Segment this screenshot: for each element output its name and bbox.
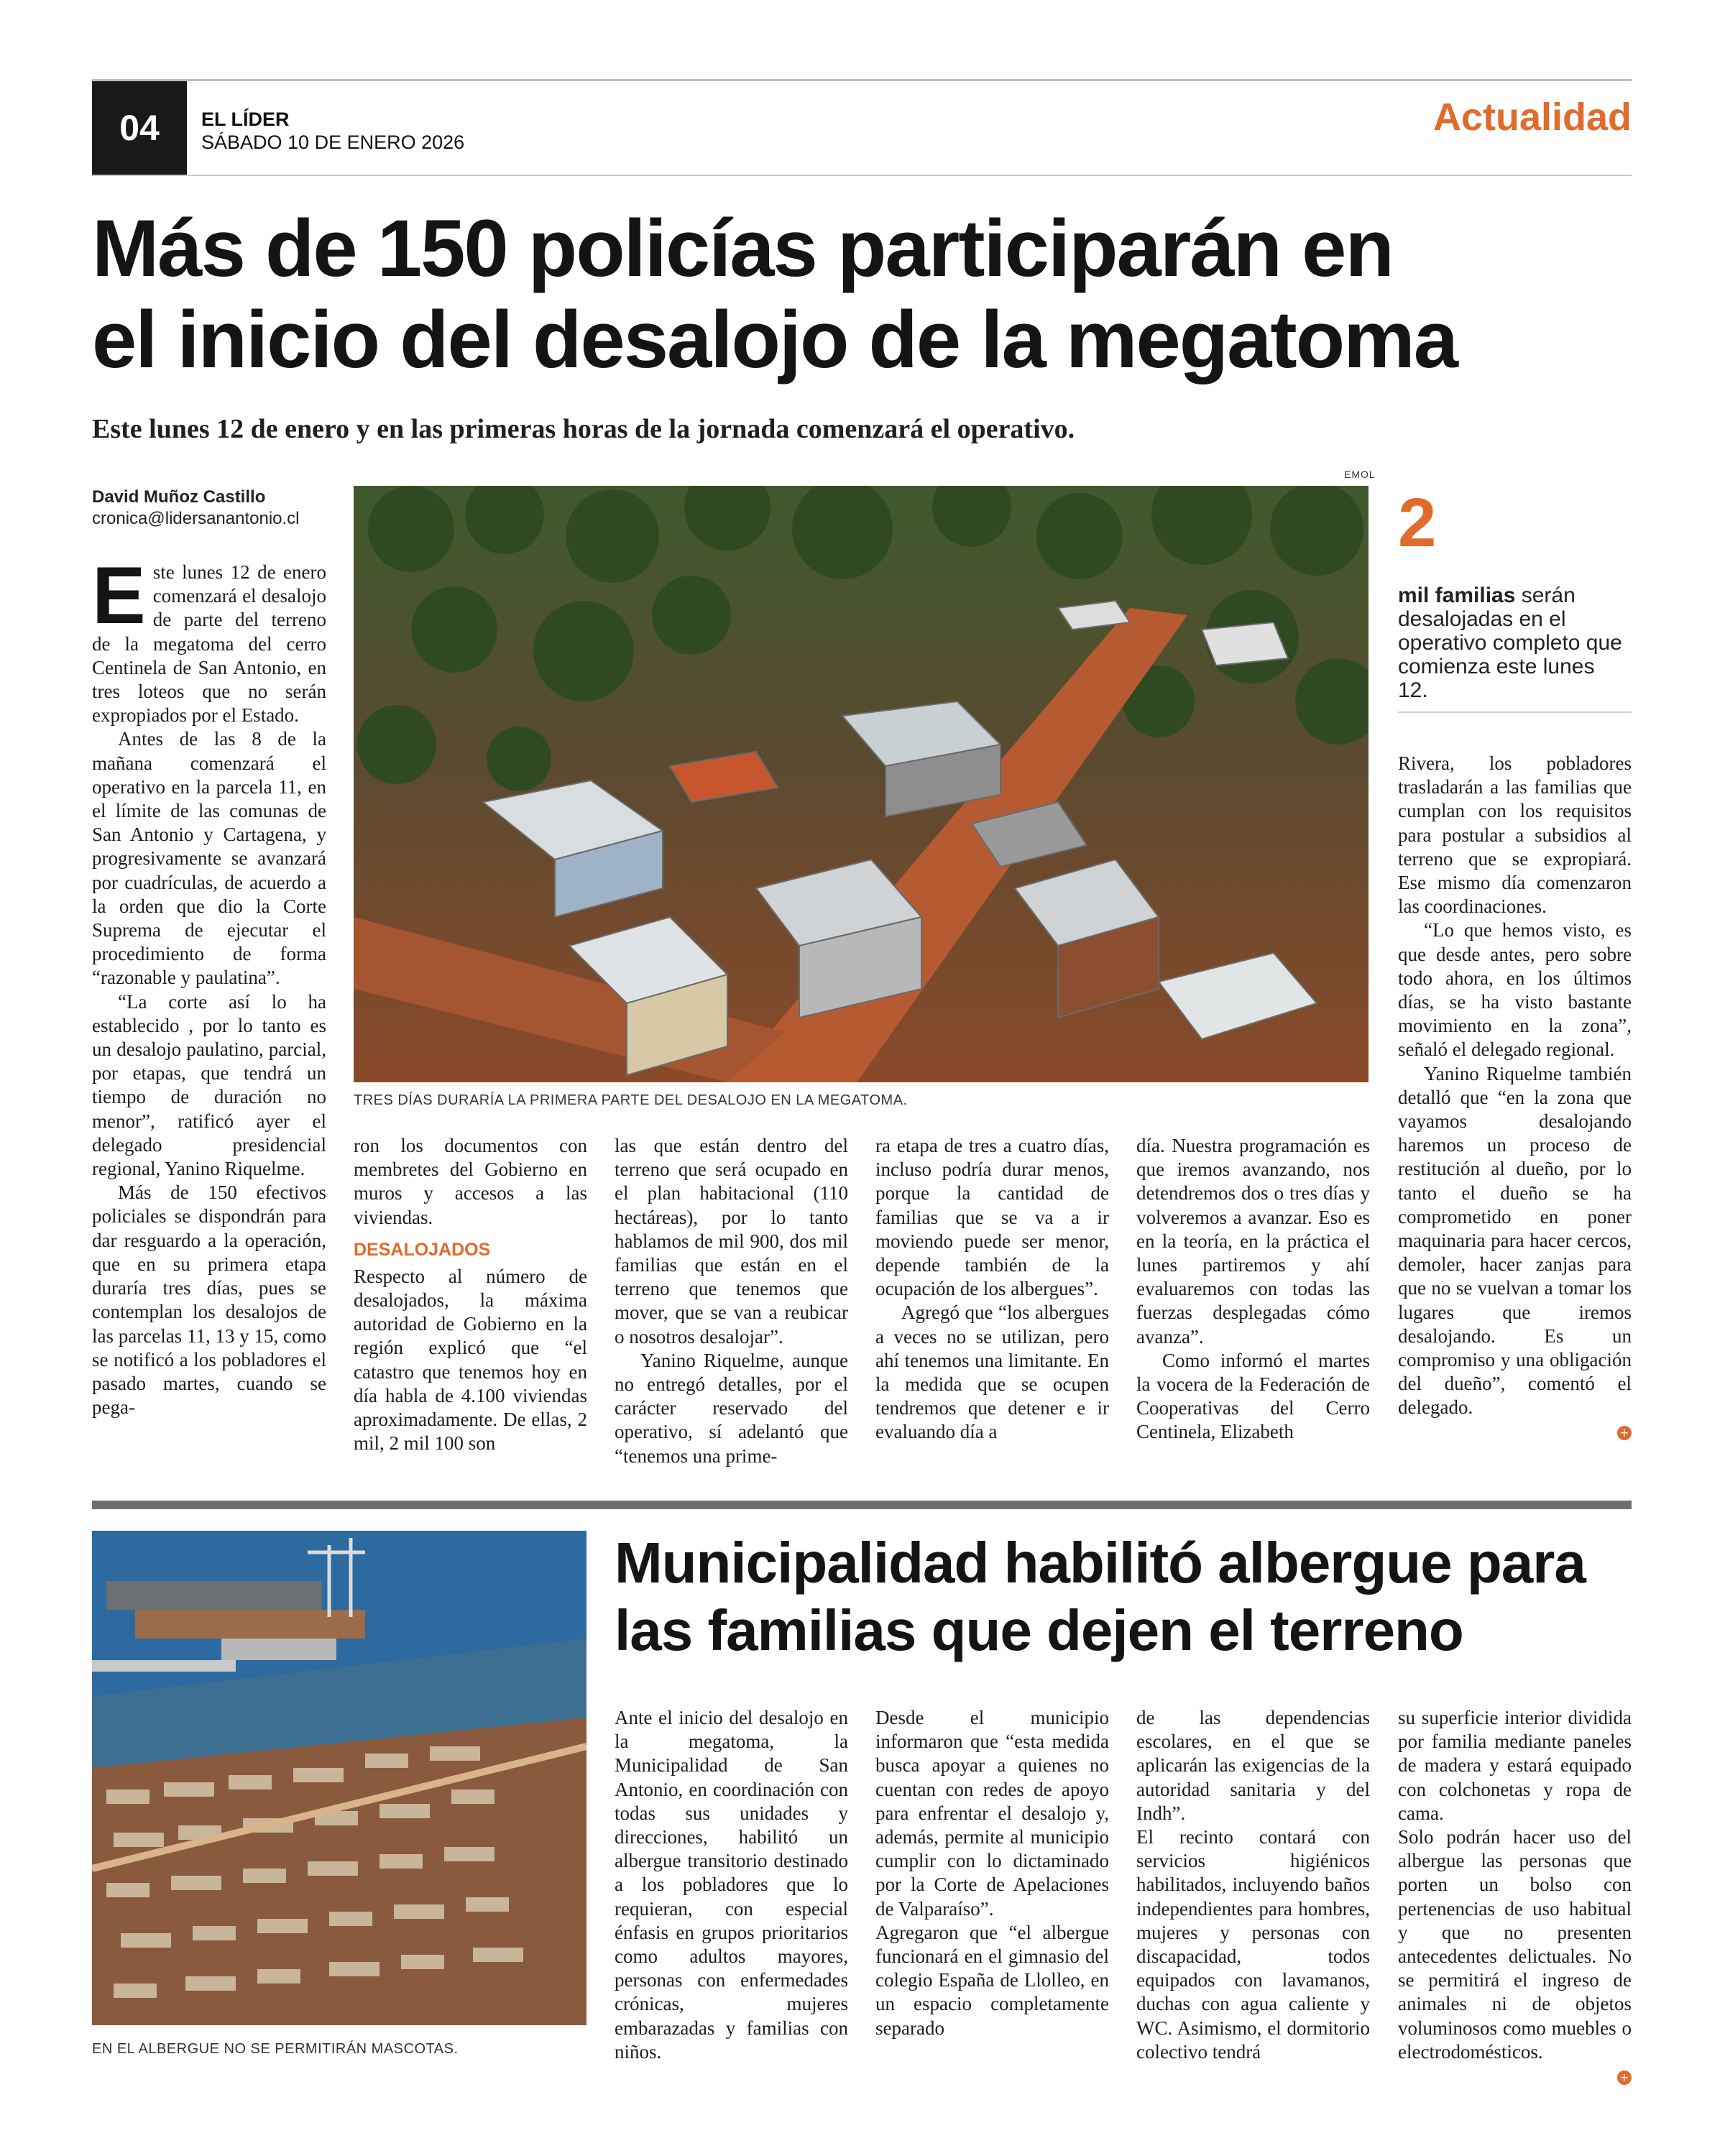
article1-col4-p1: ra etapa de tres a cuatro días, incluso podría durar menos, porque la cantidad de familias que se va a ir moviendo puede ser menor, depende también de la ocupación de los albergues”. <box>875 1135 1109 1300</box>
article2-col3-p2: El recinto contará con servicios higiénicos habilitados, incluyendo baños independientes para hombres, mujeres y personas con discapacidad, todos equipados con lavamanos, duchas con agua caliente y WC. Asimismo, el dormitorio colectivo tendrá <box>1136 1826 1370 2063</box>
article1-column-1 <box>92 550 326 1419</box>
author-email: cronica@lidersanantonio.cl <box>92 509 300 528</box>
article1-col4-p2: Agregó que “los albergues a veces no se utilizan, pero ahí tenemos una limitante. En la medida que se ocupen tendremos que detener e ir evaluando día a <box>875 1302 1109 1443</box>
albergue-photo-caption: EN EL ALBERGUE NO SE PERMITIRÁN MASCOTAS. <box>92 2041 459 2057</box>
article1-column-4 <box>875 1134 1109 1445</box>
article1-col1-p2: Antes de las 8 de la mañana comenzará el operativo en la parcela 11, en el límite de las comunas de San Antonio y Cartagena, y progresivamente se avanzará por cuadrículas, de acuerdo a la orden que dio la Corte Suprema de ejecutar el procedimiento de forma “razonable y paulatina”. <box>92 728 326 989</box>
factbox <box>1398 584 1628 702</box>
article1-column-2 <box>354 1134 587 1455</box>
article1-col3-p2: Yanino Riquelme, aunque no entregó detalles, por el carácter reservado del operativo, sí adelantó que “tenemos una prime- <box>615 1349 848 1467</box>
article1-column-5 <box>1136 1134 1370 1445</box>
article2-col3-p1: de las dependencias escolares, en el que se aplicarán las exigencias de la autoridad sanitaria y del Indh”. <box>1136 1707 1370 1824</box>
article2-column-1 <box>615 1706 848 2064</box>
masthead <box>201 108 464 154</box>
secondary-headline-line-1: Municipalidad habilitó albergue para <box>615 1531 1586 1595</box>
article1-col6-p3: Yanino Riquelme también detalló que “en la zona que vayamos desalojando haremos un proceso de restitución al dueño, por lo tanto el dueño se ha comprometido en poner maquinaria para hacer cercos, demoler, hacer zanjas para que no se vuelvan a tomar los lugares que iremos desalojando. Es un compromiso y una obligación del dueño”, comentó el delegado. <box>1398 1062 1632 1419</box>
top-rule <box>92 79 1632 81</box>
main-headline-line-1: Más de 150 policías participarán en <box>92 203 1393 293</box>
article1-col5-p1: día. Nuestra programación es que iremos avanzando, nos detendremos dos o tres días y volveremos a avanzar. Eso es en la teoría, en la práctica el lunes partiremos y ahí evaluaremos con todas las fuerzas desplegadas cómo avanza”. <box>1136 1135 1370 1348</box>
article2-col4-p1: su superficie interior dividida por familia mediante paneles de madera y estará equipado con colchonetas y ropa de cama. <box>1398 1707 1632 1824</box>
article1-column-3 <box>615 1134 848 1468</box>
factbox-text: serán desalojadas en el operativo completo que comienza este lunes 12. <box>1398 584 1622 702</box>
article2-column-2 <box>875 1706 1109 2040</box>
publication-name: EL LÍDER <box>201 109 290 130</box>
photo-credit: EMOL <box>1344 469 1376 480</box>
article1-col6-p1: Rivera, los pobladores trasladarán a las familias que cumplan con los requisitos para postular a subsidios al terreno que se expropiará. Ese mismo día comenzaron las coordinaciones. <box>1398 752 1632 918</box>
article1-col1-p1: ste lunes 12 de enero comenzará el desalojo de parte del terreno de la megatoma del cerro Centinela de San Antonio, en tres loteos que no serán expropiados por el Estado. <box>92 561 326 727</box>
article2-col1: Ante el inicio del desalojo en la megatoma, la Municipalidad de San Antonio, en coordinación con todas sus unidades y direcciones, habilitó un albergue transitorio destinado a los pobladores que lo requieran, con especial énfasis en grupos prioritarios como adultos mayores, personas con enfermedades crónicas, mujeres embarazadas y familias con niños. <box>615 1707 848 2063</box>
page-number: 04 <box>92 81 187 175</box>
article2-col2-p2: Agregaron que “el albergue funcionará en el gimnasio del colegio España de Llolleo, en un espacio completamente separado <box>875 1921 1109 2039</box>
article2-col2-p1: Desde el municipio informaron que “esta medida busca apoyar a quienes no cuentan con redes de apoyo para enfrentar el desalojo y, además, permite al municipio cumplir con lo dictaminado por la Corte de Apelaciones de Valparaíso”. <box>875 1707 1109 1920</box>
article1-col2-p2: Respecto al número de desalojados, la máxima autoridad de Gobierno en la región explicó que “el catastro que tenemos hoy en día habla de 4.100 viviendas aproximadamente. De ellas, 2 mil, 2 mil 100 son <box>354 1265 587 1455</box>
article2-column-4 <box>1398 1706 1632 2088</box>
section-divider <box>92 1501 1632 1509</box>
end-of-article-icon-2: + <box>1617 2070 1632 2085</box>
factbox-number: 2 <box>1398 484 1437 561</box>
article1-col5-p2: Como informó el martes la vocera de la Federación de Cooperativas del Cerro Centinela, Elizabeth <box>1136 1349 1370 1443</box>
main-photo-megatoma <box>354 486 1368 1082</box>
author-name: David Muñoz Castillo <box>92 487 266 507</box>
article1-column-6 <box>1398 752 1632 1444</box>
article1-col2-p1: ron los documentos con membretes del Gobierno en muros y accesos a las viviendas. <box>354 1135 587 1228</box>
port-city-image <box>92 1531 586 2025</box>
article2-column-3 <box>1136 1706 1370 2064</box>
article1-col6-p2: “Lo que hemos visto, es que desde antes, pero sobre todo ahora, en los últimos días, se ha visto bastante movimiento en la zona”, señaló el delegado regional. <box>1398 919 1632 1061</box>
article1-col1-p3: “La corte así lo ha establecido , por lo tanto es un desalojo paulatino, parcial, por etapas, que tendrá un tiempo de duración no menor”, ratificó ayer el delegado presidencial regional, Yanino Riquelme. <box>92 990 326 1180</box>
article-dek: Este lunes 12 de enero y en las primeras horas de la jornada comenzará el operativo. <box>92 414 1075 444</box>
factbox-rule <box>1398 711 1632 713</box>
secondary-headline-line-2: las familias que dejen el terreno <box>615 1598 1463 1662</box>
publication-date: SÁBADO 10 DE ENERO 2026 <box>201 132 465 153</box>
byline <box>92 487 300 530</box>
main-headline <box>92 203 1632 385</box>
aerial-settlement-image <box>354 486 1368 1082</box>
factbox-bold: mil familias <box>1398 584 1516 607</box>
article1-col1-p4: Más de 150 efectivos policiales se dispondrán para dar resguardo a la operación, que en su primera etapa duraría tres días, pues se contemplan los desalojos de las parcelas 11, 13 y 15, como se notificó a los pobladores el pasado martes, cuando se pega- <box>92 1181 326 1419</box>
main-photo-caption: TRES DÍAS DURARÍA LA PRIMERA PARTE DEL DESALOJO EN LA MEGATOMA. <box>354 1092 908 1108</box>
section-label: Actualidad <box>1432 96 1632 139</box>
dropcap: E <box>92 550 146 640</box>
end-of-article-icon: + <box>1617 1426 1632 1440</box>
secondary-headline <box>615 1529 1628 1664</box>
article2-col4-p2: Solo podrán hacer uso del albergue las personas que porten un bolso con pertenencias de uso habitual y que no presenten antecedentes delictuales. No se permitirá el ingreso de animales ni de objetos voluminosos como muebles o electrodomésticos. <box>1398 1826 1632 2063</box>
header-rule <box>92 175 1632 176</box>
main-headline-line-2: el inicio del desalojo de la megatoma <box>92 295 1458 384</box>
article1-col3-p1: las que están dentro del terreno que será ocupado en el plan habitacional (110 hectáreas), por lo tanto hablamos de mil 900, dos mil familias que están en el terreno que tenemos que mover, que se van a reubicar o nosotros desalojar”. <box>615 1135 848 1348</box>
port-aerial-photo <box>92 1531 586 2025</box>
subhead-desalojados: DESALOJADOS <box>354 1239 491 1260</box>
